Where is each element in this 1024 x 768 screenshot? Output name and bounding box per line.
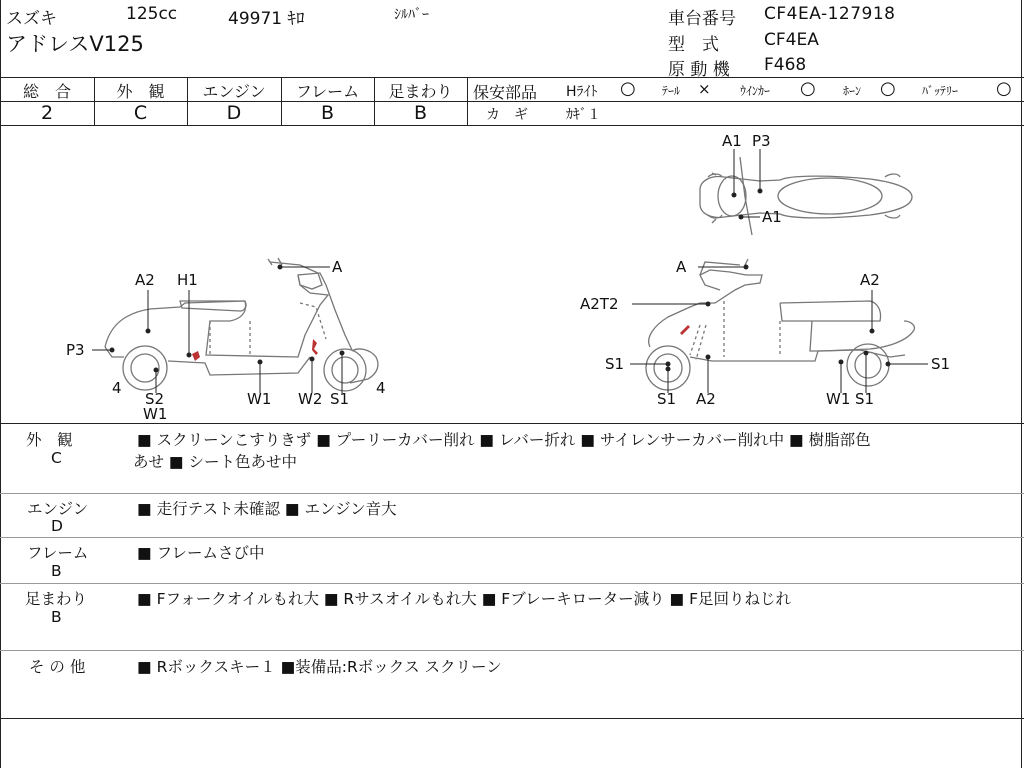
label-left-w1b: W1 <box>247 390 272 408</box>
divider <box>0 650 1024 651</box>
winker-label: ｳｲﾝｶｰ <box>740 84 771 98</box>
label-left-a2: A2 <box>135 271 155 289</box>
type-label: 型 式 <box>668 35 719 55</box>
tail-label: ﾃｰﾙ <box>662 84 681 98</box>
note-grade-engine: D <box>51 517 63 535</box>
label-right-a2: A2 <box>860 271 880 289</box>
note-grade-frame: B <box>51 562 62 580</box>
note-grade-suspension: B <box>51 608 62 626</box>
grade-label-frame: フレーム <box>295 82 360 101</box>
label-right-w1: W1 <box>826 390 851 408</box>
label-top-a1b: A1 <box>762 208 782 226</box>
divider <box>0 537 1024 538</box>
label-right-s1d: S1 <box>931 355 951 373</box>
engine-value: F468 <box>764 55 807 75</box>
grade-label-engine: エンジン <box>202 82 266 101</box>
label-right-a: A <box>676 258 687 276</box>
note-text-frame: ■ フレームさび中 <box>137 544 265 562</box>
label-left-h1: H1 <box>177 271 198 289</box>
note-grade-exterior: C <box>51 449 62 467</box>
frame-number-value: CF4EA-127918 <box>764 4 896 24</box>
label-left-p3: P3 <box>66 341 85 359</box>
label-right-s1b: S1 <box>657 390 677 408</box>
label-left-w2: W2 <box>298 390 323 408</box>
divider <box>0 423 1024 424</box>
label-right-s1a: S1 <box>605 355 625 373</box>
engine-label: 原 動 機 <box>668 60 730 80</box>
grade-label-overall: 総 合 <box>22 82 71 101</box>
horn-label: ﾎｰﾝ <box>843 84 862 98</box>
maker: スズキ <box>6 9 57 29</box>
label-left-4b: 4 <box>376 379 386 397</box>
note-label-engine: エンジン <box>27 500 89 518</box>
divider <box>0 77 1024 78</box>
note-text-exterior: ■ スクリーンこすりきず ■ プーリーカバー削れ ■ レバー折れ ■ サイレンサーカバー削れ中 ■ 樹脂部色 <box>137 431 871 449</box>
note-label-suspension: 足まわり <box>25 590 88 608</box>
key-value: ｶｷﾞ１ <box>566 107 601 123</box>
damage-diagram <box>0 125 1022 423</box>
label-left-s2: S2 <box>145 390 165 408</box>
grade-value-frame: B <box>320 102 335 124</box>
label-left-s1: S1 <box>330 390 350 408</box>
note-text-engine: ■ 走行テスト未確認 ■ エンジン音大 <box>137 500 397 518</box>
tail-mark: × <box>698 80 711 98</box>
label-left-a: A <box>332 258 343 276</box>
mileage: 49971 ｷﾛ <box>228 9 305 29</box>
grade-value-exterior: C <box>133 102 148 124</box>
divider <box>0 493 1024 494</box>
divider <box>0 583 1024 584</box>
note-label-exterior: 外 観 <box>26 431 73 449</box>
key-label: カ ギ <box>486 107 528 123</box>
frame-number-label: 車台番号 <box>668 9 736 29</box>
label-left-w1a: W1 <box>143 405 168 423</box>
label-right-s1c: S1 <box>855 390 875 408</box>
note-label-frame: フレーム <box>27 544 89 562</box>
grade-label-exterior: 外 観 <box>116 82 165 101</box>
grade-value-overall: 2 <box>40 102 54 124</box>
type-value: CF4EA <box>764 30 819 50</box>
label-right-a2t2: A2T2 <box>580 295 619 313</box>
note-text-exterior-2: あせ ■ シート色あせ中 <box>133 453 297 471</box>
label-top-p3: P3 <box>752 132 771 150</box>
label-right-a2b: A2 <box>696 390 716 408</box>
divider <box>0 718 1024 719</box>
note-text-other: ■ Rボックスキー１ ■装備品:Rボックス スクリーン <box>137 658 502 676</box>
model-name: アドレスV125 <box>6 32 144 56</box>
winker-mark: ○ <box>800 78 816 99</box>
battery-mark: ○ <box>996 78 1012 99</box>
grade-value-suspension: B <box>413 102 428 124</box>
safety-label: 保安部品 <box>473 83 538 102</box>
divider <box>467 101 1024 102</box>
displacement: 125cc <box>126 4 178 24</box>
label-left-4a: 4 <box>112 379 122 397</box>
note-text-suspension: ■ Fフォークオイルもれ大 ■ Rサスオイルもれ大 ■ Fブレーキローター減り ■ F足回りねじれ <box>137 590 792 608</box>
label-top-a1: A1 <box>722 132 742 150</box>
headlight-mark: ○ <box>620 78 636 99</box>
grade-label-suspension: 足まわり <box>388 82 453 101</box>
battery-label: ﾊﾞｯﾃﾘｰ <box>922 84 959 98</box>
horn-mark: ○ <box>880 78 896 99</box>
divider <box>467 77 468 125</box>
note-label-other: そ の 他 <box>29 658 86 676</box>
grade-value-engine: D <box>226 102 242 124</box>
color: ｼﾙﾊﾞｰ <box>394 7 429 23</box>
headlight-label: Hﾗｲﾄ <box>566 84 598 100</box>
